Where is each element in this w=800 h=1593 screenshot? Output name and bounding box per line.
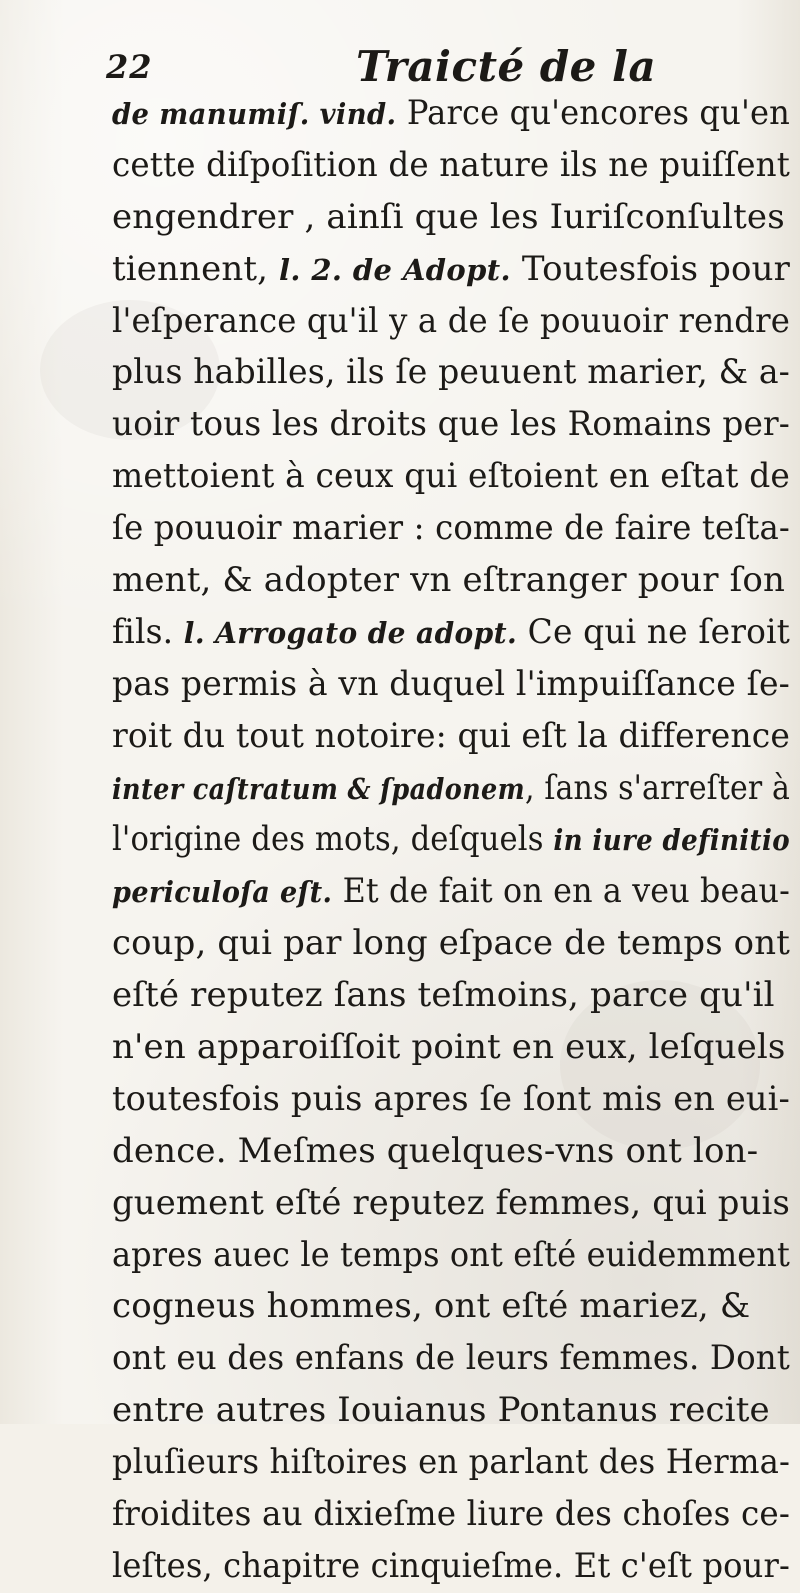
text-run: eſté reputez ſans teſmoins, parce qu'il [112,975,775,1016]
text-line [112,918,790,970]
text-run: Et de fait on en a veu beau- [332,871,790,912]
text-line [112,1385,790,1437]
text-run: Ce qui ne ſeroit [517,611,790,652]
running-title: Traicté de la [356,42,657,91]
text-run: ſe pouuoir marier : comme de faire teſta- [112,508,790,549]
text-line [112,140,790,192]
text-line [112,1489,790,1541]
text-line [112,814,790,866]
text-run: n'en apparoiſſoit point en eux, leſquels [112,1027,786,1068]
text-run: pluſieurs hiſtoires en parlant des Herma- [112,1442,790,1483]
text-run: guement eſté reputez femmes, qui puis [112,1182,790,1223]
text-line [112,763,790,815]
page-header [106,40,786,92]
text-run: cette diſpoſition de nature ils ne puiſſent [112,144,790,185]
text-run: fils. [112,611,184,652]
text-line [112,1541,790,1593]
text-line [112,451,790,503]
italic-citation: l. 2. de Adopt. [279,252,511,287]
text-run: engendrer , ainſi que les Iuriſconſultes [112,196,785,237]
text-line [112,659,790,711]
text-run: apres auec le temps ont eſté euidemment [112,1234,790,1275]
italic-citation: inter caſtratum & ſpadonem [112,771,526,806]
text-line [112,1178,790,1230]
text-run: leſtes, chapitre cinquieſme. Et c'eſt pour- [112,1545,790,1586]
text-line [112,1437,790,1489]
text-line [112,503,790,555]
text-run: l'eſperance qu'il y a de ſe pouuoir rendre [112,300,790,341]
italic-citation: l. Arrogato de adopt. [183,615,518,650]
text-line [112,347,790,399]
text-run: uoir tous les droits que les Romains per- [112,404,790,445]
text-line [112,1281,790,1333]
text-run: entre autres Iouianus Pontanus recite [112,1390,770,1431]
page-number: 22 [106,48,153,86]
text-line [112,1126,790,1178]
text-line [112,1074,790,1126]
italic-citation: in iure definitio [553,823,790,858]
text-run: cogneus hommes, ont eſté mariez, & [112,1286,751,1327]
body-text [112,88,790,1593]
text-run: toutesfois puis apres ſe ſont mis en eui- [112,1078,790,1119]
text-line [112,296,790,348]
text-line [112,88,790,140]
italic-citation: de manumiſ. vind. [112,97,397,131]
text-run: mettoient à ceux qui eſtoient en eſtat de [112,456,790,497]
italic-citation: periculoſa eſt. [112,875,333,910]
text-line [112,1230,790,1282]
text-line [112,1022,790,1074]
text-line [112,192,790,244]
text-run: froidites au dixieſme liure des choſes ce- [112,1494,790,1535]
text-run: Toutesfois pour [510,248,790,289]
text-run: plus habilles, ils ſe peuuent marier, & a- [112,352,790,393]
text-run: Parce qu'encores qu'en [396,93,790,133]
text-line [112,244,790,296]
text-line [112,1333,790,1385]
text-run: dence. Meſmes quelques-vns ont lon- [112,1130,759,1171]
text-line [112,607,790,659]
text-line [112,711,790,763]
text-run: pas permis à vn duquel l'impuiſſance ſe- [112,663,790,704]
text-run: tiennent, [112,248,280,289]
text-run: , ſans s'arreſter à [525,767,790,808]
text-line [112,555,790,607]
text-run: l'origine des mots, deſquels [112,819,554,860]
text-line [112,970,790,1022]
text-line [112,866,790,918]
text-run: coup, qui par long eſpace de temps ont [112,923,790,964]
text-run: ment, & adopter vn eſtranger pour ſon [112,560,786,601]
text-line [112,399,790,451]
text-run: ont eu des enfans de leurs femmes. Dont [112,1338,790,1379]
text-run: roit du tout notoire: qui eſt la difference [112,715,790,756]
